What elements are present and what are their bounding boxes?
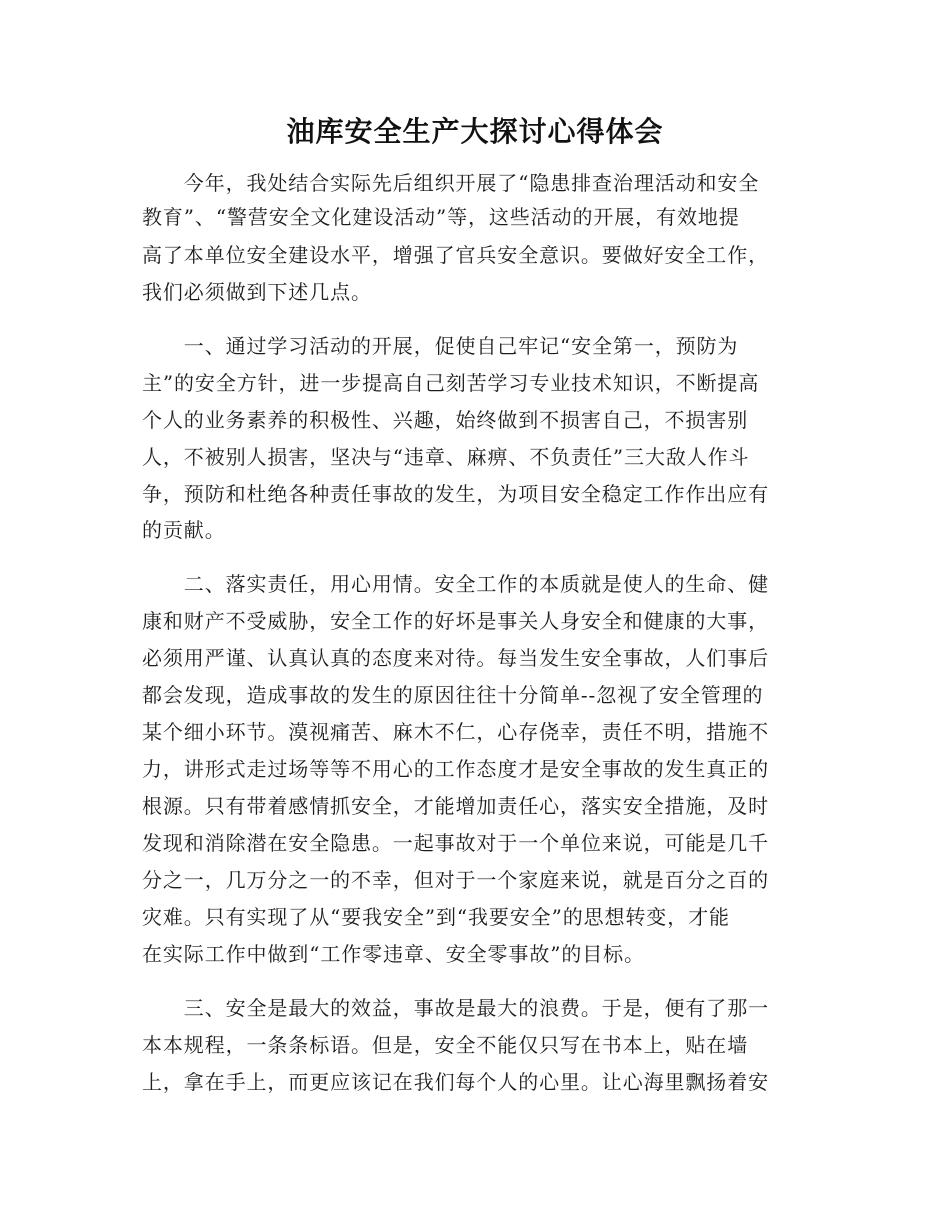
paragraph-2-line-5: 争，预防和杜绝各种责任事故的发生，为项目安全稳定工作作出应有	[142, 482, 769, 506]
paragraph-2-line-6: 的贡献。	[142, 518, 226, 542]
paragraph-4-line-3: 上，拿在手上，而更应该记在我们每个人的心里。让心海里飘扬着安	[142, 1070, 769, 1094]
paragraph-3-line-3: 必须用严谨、认真认真的态度来对待。每当发生安全事故，人们事后	[142, 646, 769, 670]
paragraph-4-line-1: 三、安全是最大的效益，事故是最大的浪费。于是，便有了那一	[142, 996, 769, 1020]
paragraph-3-line-10: 灾难。只有实现了从“要我安全”到“我要安全”的思想转变，才能	[142, 905, 730, 929]
paragraph-2-line-4: 人，不被别人损害，坚决与“违章、麻痹、不负责任”三大敌人作斗	[142, 445, 750, 469]
paragraph-1-line-2: 教育”、“警营安全文化建设活动”等，这些活动的开展，有效地提	[142, 205, 740, 229]
paragraph-3-line-9: 分之一，几万分之一的不幸，但对于一个家庭来说，就是百分之百的	[142, 868, 769, 892]
paragraph-3-line-6: 力，讲形式走过场等等不用心的工作态度才是安全事故的发生真正的	[142, 757, 769, 781]
paragraph-3-line-11: 在实际工作中做到“工作零违章、安全零事故”的目标。	[142, 942, 645, 966]
paragraph-3-line-1: 二、落实责任，用心用情。安全工作的本质就是使人的生命、健	[142, 572, 769, 596]
paragraph-2-line-1: 一、通过学习活动的开展，促使自己牢记“安全第一，预防为	[142, 334, 739, 358]
paragraph-3-line-4: 都会发现，造成事故的发生的原因往往十分简单--忽视了安全管理的	[142, 683, 764, 707]
paragraph-3-line-2: 康和财产不受威胁，安全工作的好坏是事关人身安全和健康的大事，	[142, 609, 769, 633]
paragraph-1-line-1: 今年，我处结合实际先后组织开展了“隐患排查治理活动和安全	[142, 171, 760, 195]
paragraph-1-line-3: 高了本单位安全建设水平，增强了官兵安全意识。要做好安全工作，	[142, 243, 769, 267]
paragraph-3-line-7: 根源。只有带着感情抓安全，才能增加责任心，落实安全措施，及时	[142, 794, 769, 818]
paragraph-1-line-4: 我们必须做到下述几点。	[142, 280, 372, 304]
paragraph-3-line-5: 某个细小环节。漠视痛苦、麻木不仁，心存侥幸，责任不明，措施不	[142, 720, 769, 744]
paragraph-4-line-2: 本本规程，一条条标语。但是，安全不能仅只写在书本上，贴在墙	[142, 1033, 749, 1057]
paragraph-2-line-3: 个人的业务素养的积极性、兴趣，始终做到不损害自己，不损害别	[142, 408, 749, 432]
paragraph-3-line-8: 发现和消除潜在安全隐患。一起事故对于一个单位来说，可能是几千	[142, 831, 769, 855]
paragraph-2-line-2: 主”的安全方针，进一步提高自己刻苦学习专业技术知识，不断提高	[142, 371, 760, 395]
document-title: 油库安全生产大探讨心得体会	[286, 115, 664, 148]
